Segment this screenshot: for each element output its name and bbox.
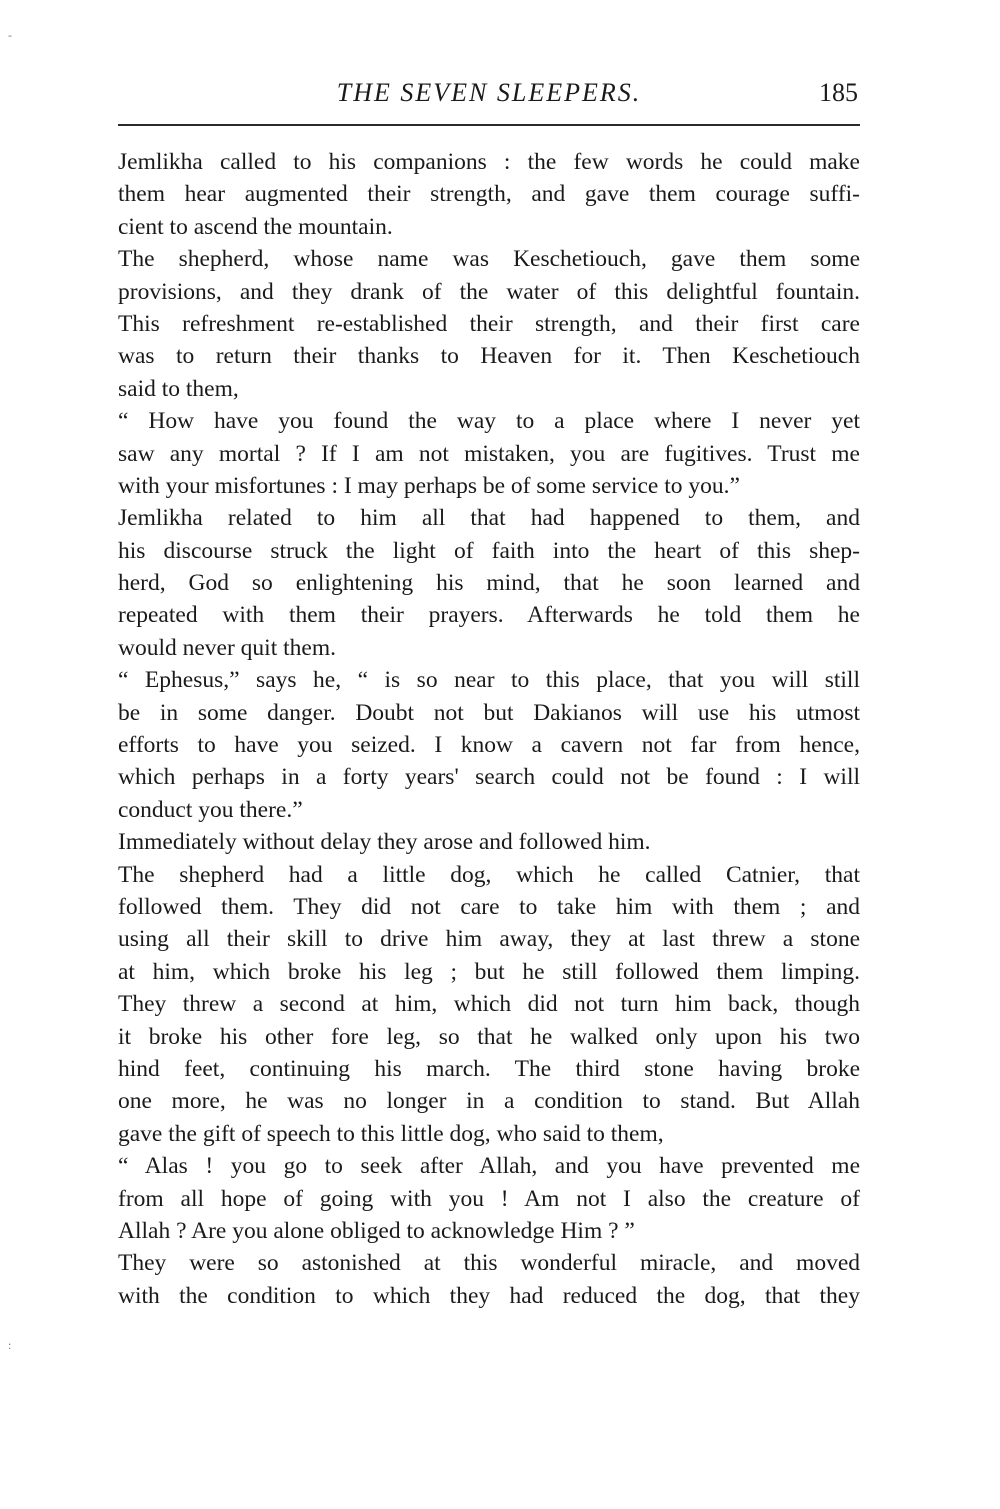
text-line: his discourse struck the light of faith into the heart of this shep- bbox=[118, 537, 860, 564]
text-line: repeated with them their prayers. Afterwards he told them he bbox=[118, 602, 860, 629]
margin-speck: : bbox=[8, 1338, 12, 1352]
text-line: with the condition to which they had reduced the dog, that they bbox=[118, 1282, 860, 1309]
text-line: Jemlikha called to his companions : the few words he could make bbox=[118, 149, 860, 175]
text-line: They threw a second at him, which did not turn him back, though bbox=[118, 991, 860, 1018]
text-line: which perhaps in a forty years' search could not be found : I will bbox=[118, 764, 860, 791]
text-line: be in some danger. Doubt not but Dakianos will use his utmost bbox=[118, 699, 860, 726]
text-line: said to them, bbox=[118, 375, 239, 402]
text-line: with your misfortunes : I may perhaps be of some service to you.” bbox=[118, 472, 740, 499]
running-title: THE SEVEN SLEEPERS. bbox=[336, 78, 642, 107]
text-line: “ How have you found the way to a place where I never yet bbox=[118, 408, 860, 435]
text-line: conduct you there.” bbox=[118, 796, 303, 823]
text-line: was to return their thanks to Heaven for it. Then Keschetiouch bbox=[118, 343, 860, 370]
text-line: would never quit them. bbox=[118, 634, 336, 661]
text-line: “ Alas ! you go to seek after Allah, and you have prevented me bbox=[118, 1153, 860, 1180]
text-line: using all their skill to drive him away, they at last threw a stone bbox=[118, 926, 860, 953]
text-line: They were so astonished at this wonderful miracle, and moved bbox=[118, 1250, 860, 1277]
running-head bbox=[118, 76, 860, 116]
text-line: “ Ephesus,” says he, “ is so near to this place, that you will still bbox=[118, 667, 860, 694]
text-line: followed them. They did not care to take him with them ; and bbox=[118, 893, 860, 920]
text-line: The shepherd, whose name was Keschetiouch, gave them some bbox=[118, 246, 860, 273]
text-line: saw any mortal ? If I am not mistaken, you are fugitives. Trust me bbox=[118, 440, 860, 467]
text-line: provisions, and they drank of the water of this delightful fountain. bbox=[118, 278, 860, 305]
text-line: Immediately without delay they arose and followed him. bbox=[118, 829, 651, 856]
text-line: from all hope of going with you ! Am not I also the creature of bbox=[118, 1185, 860, 1212]
text-line: them hear augmented their strength, and gave them courage suffi- bbox=[118, 181, 860, 208]
text-line: herd, God so enlightening his mind, that he soon learned and bbox=[118, 570, 860, 597]
page-number: 185 bbox=[819, 78, 858, 107]
text-line: efforts to have you seized. I know a cavern not far from hence, bbox=[118, 732, 860, 759]
text-line: Allah ? Are you alone obliged to acknowledge Him ? ” bbox=[118, 1217, 635, 1244]
text-line: This refreshment re-established their strength, and their first care bbox=[118, 310, 860, 337]
header-rule bbox=[118, 124, 860, 126]
text-line: it broke his other fore leg, so that he walked only upon his two bbox=[118, 1023, 860, 1050]
text-line: one more, he was no longer in a condition to stand. But Allah bbox=[118, 1088, 860, 1115]
text-line: hind feet, continuing his march. The third stone having broke bbox=[118, 1055, 860, 1082]
margin-speck: - bbox=[8, 28, 12, 42]
text-line: gave the gift of speech to this little dog, who said to them, bbox=[118, 1120, 664, 1147]
text-line: at him, which broke his leg ; but he still followed them limping. bbox=[118, 958, 860, 985]
body-text bbox=[118, 146, 860, 1312]
text-line: Jemlikha related to him all that had happened to them, and bbox=[118, 505, 860, 532]
text-line: cient to ascend the mountain. bbox=[118, 213, 393, 240]
text-line: The shepherd had a little dog, which he called Catnier, that bbox=[118, 861, 860, 888]
